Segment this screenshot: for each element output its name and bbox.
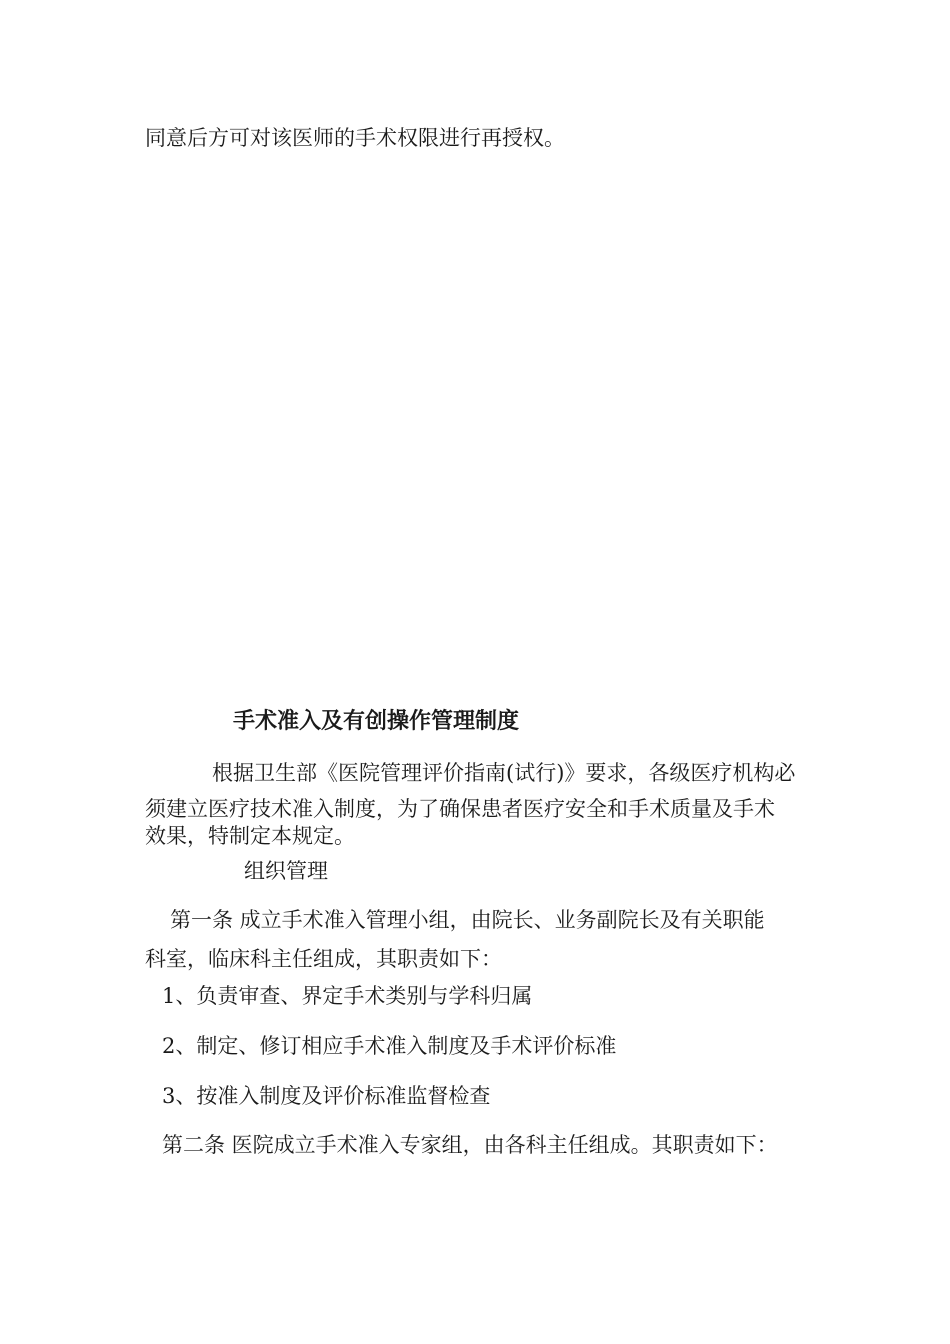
list-item: 3、按准入制度及评价标准监督检查 — [162, 1084, 491, 1108]
article-1-line-1: 第一条 成立手术准入管理小组，由院长、业务副院长及有关职能 — [170, 908, 765, 932]
article-2-line-1: 第二条 医院成立手术准入专家组，由各科主任组成。其职责如下： — [162, 1133, 778, 1157]
document-title: 手术准入及有创操作管理制度 — [233, 709, 520, 734]
intro-paragraph-line-1: 根据卫生部《医院管理评价指南(试行)》要求，各级医疗机构必 — [212, 761, 796, 785]
section-heading: 组织管理 — [244, 859, 328, 883]
intro-paragraph-line-3: 效果，特制定本规定。 — [145, 824, 355, 848]
carryover-paragraph-line: 同意后方可对该医师的手术权限进行再授权。 — [145, 126, 565, 150]
list-item: 2、制定、修订相应手术准入制度及手术评价标准 — [162, 1034, 617, 1058]
article-1-line-2: 科室，临床科主任组成，其职责如下： — [145, 947, 502, 971]
list-item: 1、负责审查、界定手术类别与学科归属 — [162, 984, 533, 1008]
intro-paragraph-line-2: 须建立医疗技术准入制度，为了确保患者医疗安全和手术质量及手术 — [145, 797, 775, 821]
